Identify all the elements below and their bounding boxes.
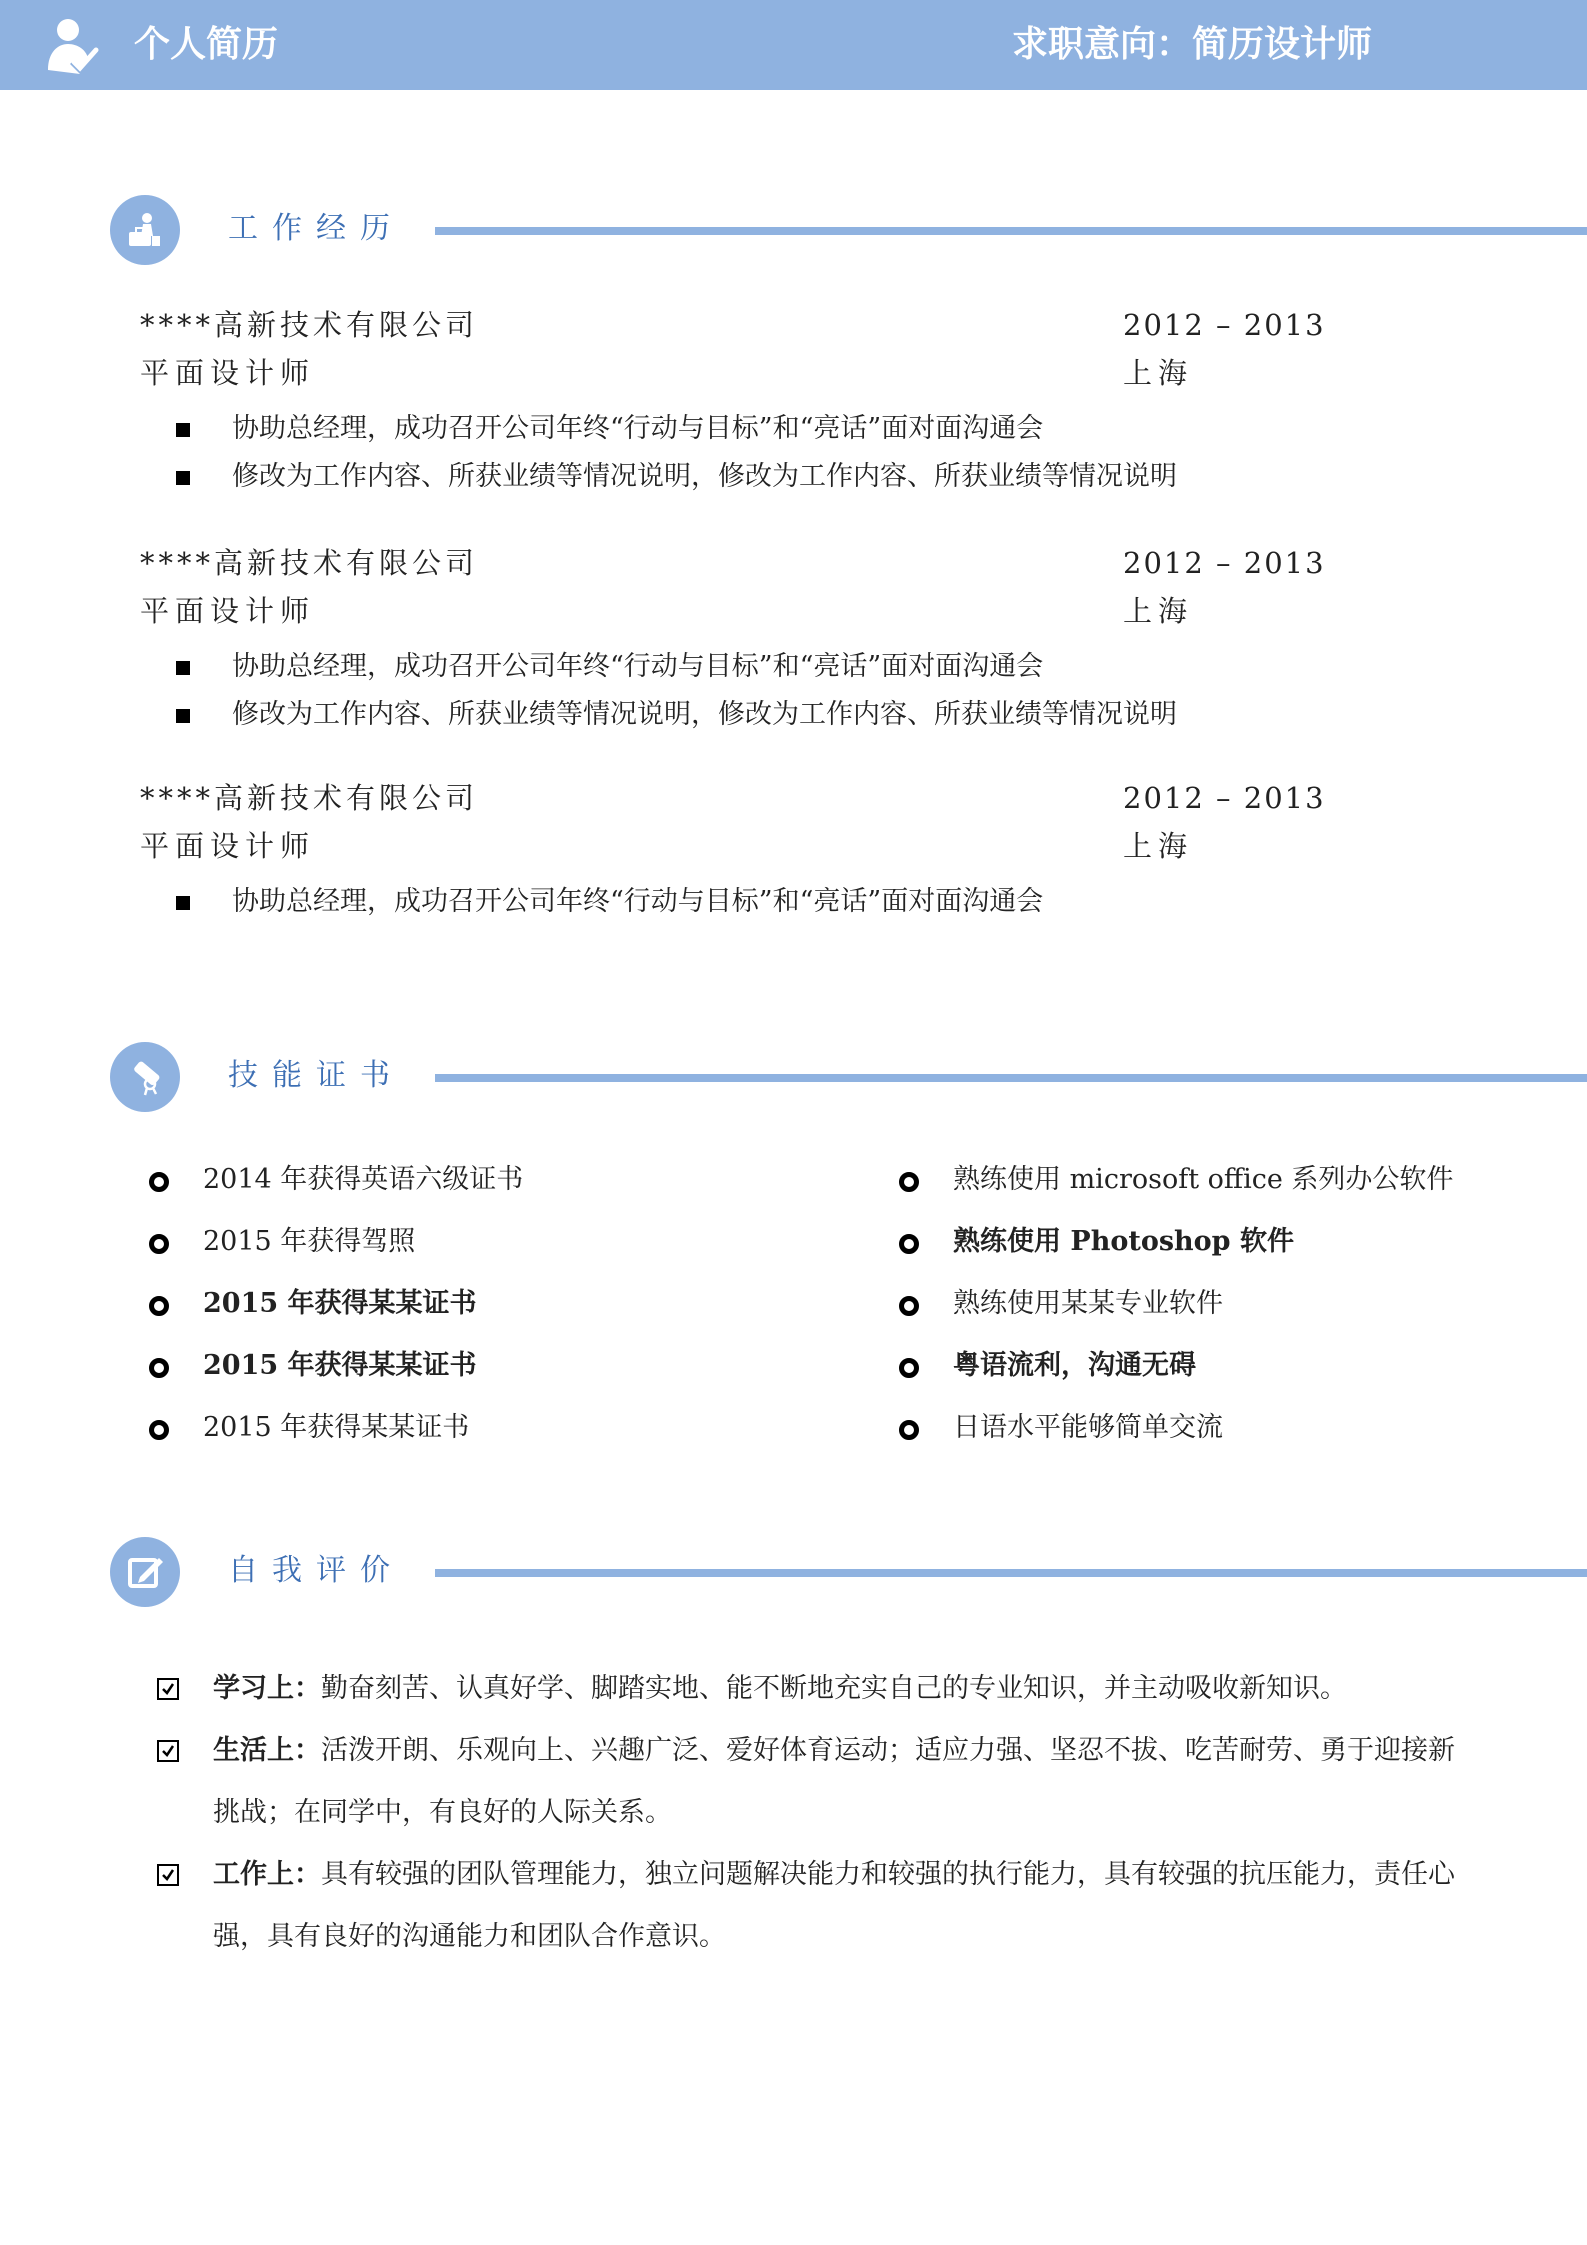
skill-item: 日语水平能够简单交流	[895, 1408, 1453, 1470]
job-bullet: 协助总经理，成功召开公司年终“行动与目标”和“亮话”面对面沟通会	[140, 882, 1043, 930]
self-eval-item: 学习上：勤奋刻苦、认真好学、脚踏实地、能不断地充实自己的专业知识，并主动吸收新知识。	[155, 1658, 1480, 1720]
checkbox-checked-icon	[157, 1740, 179, 1762]
job-years: 2012 – 2013	[1123, 546, 1326, 580]
job-bullet: 修改为工作内容、所获业绩等情况说明，修改为工作内容、所获业绩等情况说明	[140, 695, 1177, 743]
bullet-circle-icon	[149, 1296, 169, 1316]
job-company: ****高新技术有限公司	[140, 781, 479, 815]
section-divider	[435, 1074, 1587, 1082]
bullet-circle-icon	[899, 1420, 919, 1440]
job-role: 平面设计师	[140, 829, 316, 863]
job-role: 平面设计师	[140, 594, 316, 628]
job-bullet: 协助总经理，成功召开公司年终“行动与目标”和“亮话”面对面沟通会	[140, 409, 1177, 457]
checkbox-checked-icon	[157, 1864, 179, 1886]
bullet-circle-icon	[899, 1172, 919, 1192]
self-eval-item: 生活上：活泼开朗、乐观向上、兴趣广泛、爱好体育运动；适应力强、坚忍不拔、吃苦耐劳、勇于迎接新挑战；在同学中，有良好的人际关系。	[155, 1720, 1480, 1844]
job-bullets	[140, 409, 1177, 505]
job-target: 求职意向：简历设计师	[1011, 24, 1372, 65]
bullet-circle-icon	[899, 1234, 919, 1254]
section-title-work: 工作经历	[228, 211, 404, 246]
checkbox-checked-icon	[157, 1678, 179, 1700]
person-check-icon	[44, 16, 102, 74]
section-title-self-eval: 自我评价	[228, 1553, 404, 1588]
skill-item: 2014 年获得英语六级证书	[145, 1160, 523, 1222]
bullet-square-icon	[176, 709, 190, 723]
skill-item: 熟练使用某某专业软件	[895, 1284, 1453, 1346]
job-role: 平面设计师	[140, 356, 316, 390]
job-city: 上海	[1123, 594, 1194, 628]
bullet-circle-icon	[149, 1172, 169, 1192]
section-divider	[435, 227, 1587, 235]
section-divider	[435, 1569, 1587, 1577]
job-company: ****高新技术有限公司	[140, 546, 479, 580]
skill-item: 粤语流利，沟通无碍	[895, 1346, 1453, 1408]
bullet-circle-icon	[899, 1358, 919, 1378]
job-city: 上海	[1123, 829, 1194, 863]
bullet-circle-icon	[149, 1234, 169, 1254]
bullet-circle-icon	[149, 1358, 169, 1378]
self-eval-item: 工作上：具有较强的团队管理能力，独立问题解决能力和较强的执行能力，具有较强的抗压能力，责任心强，具有良好的沟通能力和团队合作意识。	[155, 1844, 1480, 1968]
skill-item: 2015 年获得驾照	[145, 1222, 523, 1284]
briefcase-icon	[125, 210, 165, 250]
skills-column-right	[895, 1160, 1453, 1470]
skill-item: 熟练使用 Photoshop 软件	[895, 1222, 1453, 1284]
job-bullets	[140, 882, 1043, 930]
job-bullet: 协助总经理，成功召开公司年终“行动与目标”和“亮话”面对面沟通会	[140, 647, 1177, 695]
edit-icon	[125, 1552, 165, 1592]
section-skills-header	[110, 1042, 1480, 1112]
resume-title: 个人简历	[134, 24, 279, 65]
self-eval-list	[155, 1658, 1480, 1968]
job-company: ****高新技术有限公司	[140, 308, 479, 342]
section-title-skills: 技能证书	[228, 1058, 404, 1093]
certificate-icon	[125, 1057, 165, 1097]
job-bullets	[140, 647, 1177, 743]
section-icon-circle	[110, 1537, 180, 1607]
skill-item: 2015 年获得某某证书	[145, 1408, 523, 1470]
bullet-circle-icon	[899, 1296, 919, 1316]
section-icon-circle	[110, 1042, 180, 1112]
skill-item: 熟练使用 microsoft office 系列办公软件	[895, 1160, 1453, 1222]
skill-item: 2015 年获得某某证书	[145, 1346, 523, 1408]
skills-column-left	[145, 1160, 523, 1470]
job-city: 上海	[1123, 356, 1194, 390]
bullet-square-icon	[176, 423, 190, 437]
section-work-header	[110, 195, 1480, 265]
bullet-square-icon	[176, 661, 190, 675]
section-self-eval-header	[110, 1537, 1480, 1607]
header-bar	[0, 0, 1587, 90]
skill-item: 2015 年获得某某证书	[145, 1284, 523, 1346]
section-icon-circle	[110, 195, 180, 265]
bullet-square-icon	[176, 896, 190, 910]
bullet-square-icon	[176, 471, 190, 485]
job-years: 2012 – 2013	[1123, 781, 1326, 815]
job-years: 2012 – 2013	[1123, 308, 1326, 342]
job-bullet: 修改为工作内容、所获业绩等情况说明，修改为工作内容、所获业绩等情况说明	[140, 457, 1177, 505]
bullet-circle-icon	[149, 1420, 169, 1440]
